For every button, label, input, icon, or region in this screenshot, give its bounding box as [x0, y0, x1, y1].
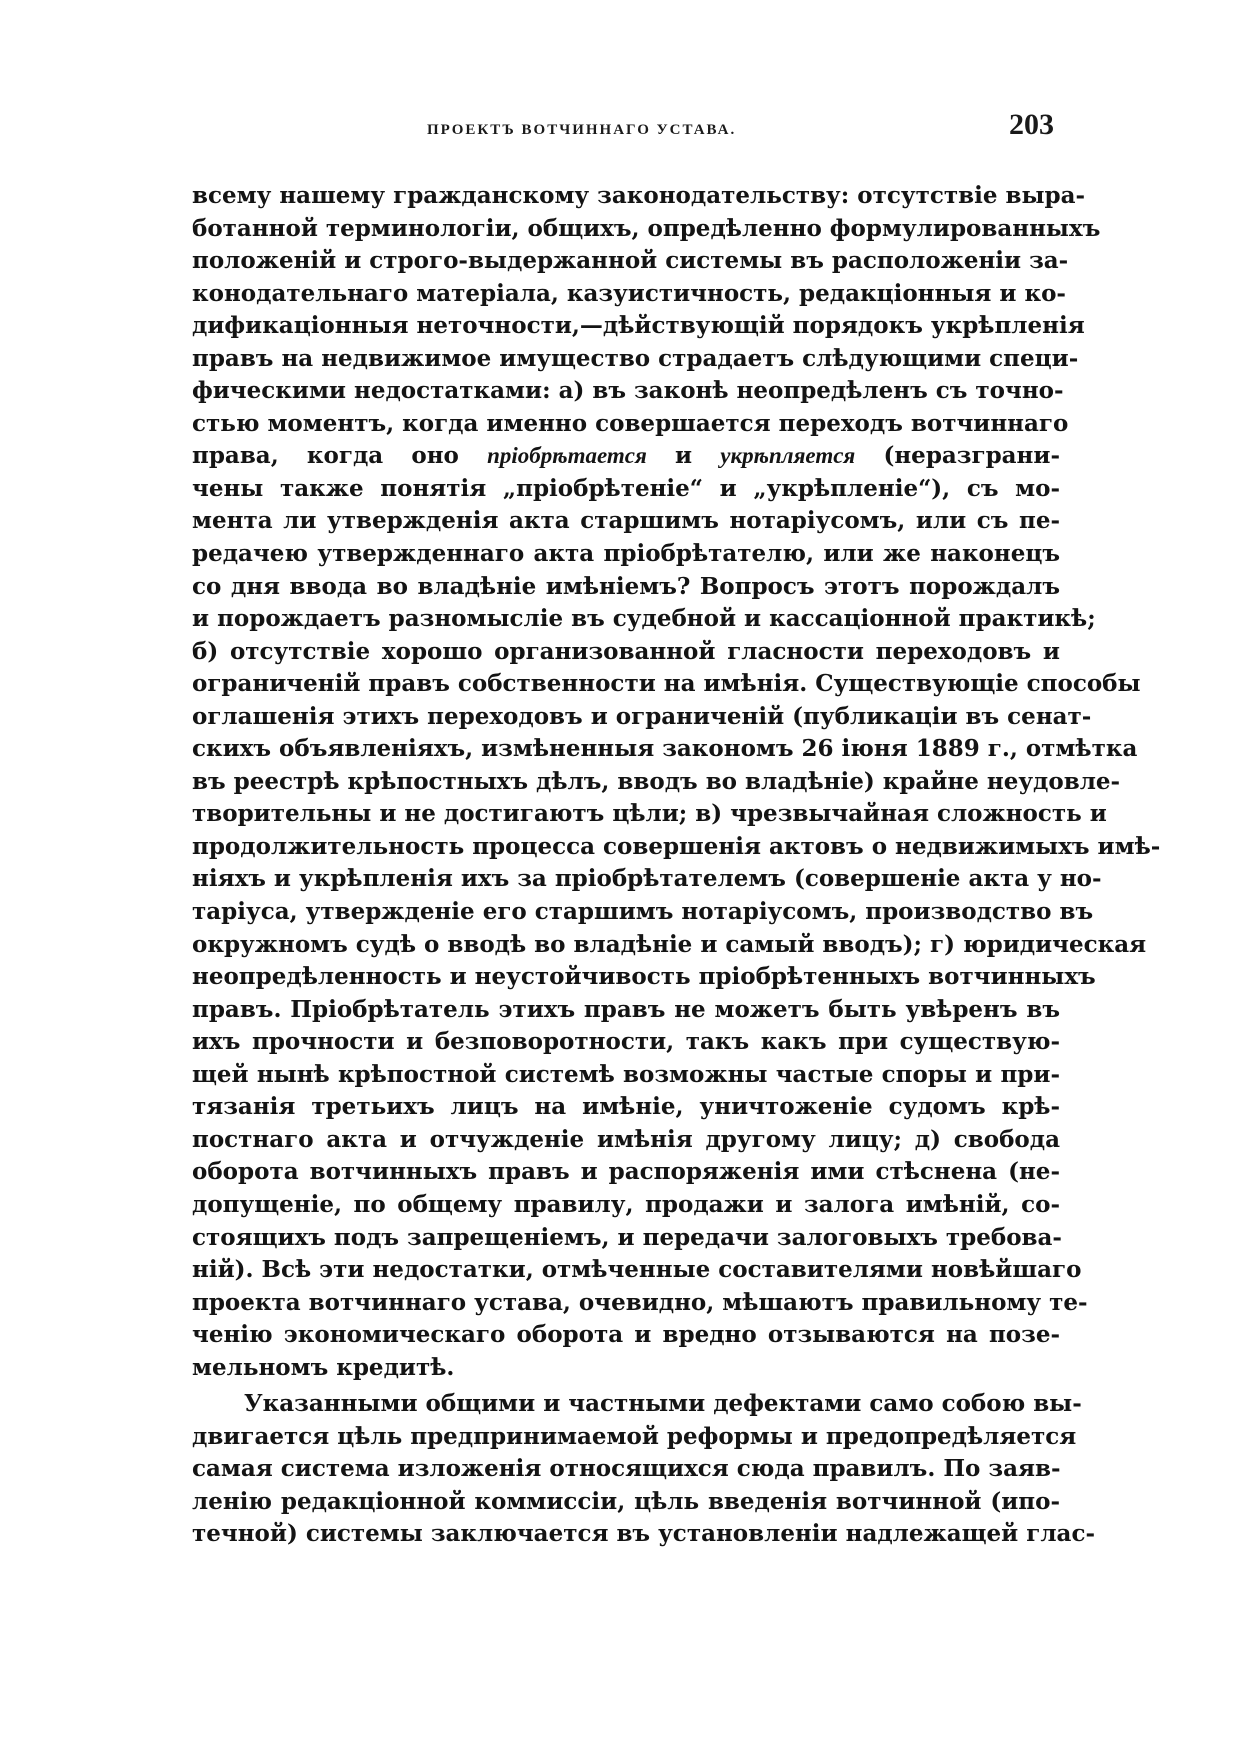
paragraph	[192, 180, 1161, 1384]
text-line: ній). Всѣ эти недостатки, отмѣченные составителями новѣйшаго	[192, 1256, 1082, 1284]
text-line: въ реестрѣ крѣпостныхъ дѣлъ, вводъ во владѣніе) крайне неудовле-	[192, 767, 1121, 795]
text-line: правъ. Пріобрѣтатель этихъ правъ не можетъ быть увѣренъ въ	[192, 995, 1060, 1023]
text-line: права, когда оно пріобрѣтается и укрѣпляется (неразграни-	[192, 442, 1060, 470]
text-line: Указанными общими и частными дефектами само собою вы-	[244, 1390, 1082, 1418]
italic-term: укрѣпляется	[720, 443, 856, 469]
text-line: ограниченій правъ собственности на имѣнія. Существующіе способы	[192, 670, 1141, 698]
text-line: и порождаетъ разномысліе въ судебной и кассаціонной практикѣ;	[192, 605, 1096, 633]
text-line: стоящихъ подъ запрещеніемъ, и передачи залоговыхъ требова-	[192, 1223, 1062, 1251]
text-line: проекта вотчиннаго устава, очевидно, мѣшаютъ правильному те-	[192, 1288, 1088, 1316]
text-line: мента ли утвержденія акта старшимъ нотаріусомъ, или съ пе-	[192, 507, 1060, 535]
text-line: оглашенія этихъ переходовъ и ограниченій (публикаціи въ сенат-	[192, 702, 1092, 730]
text-line: допущеніе, по общему правилу, продажи и залога имѣній, со-	[192, 1190, 1060, 1218]
text-line: неопредѣленность и неустойчивость пріобрѣтенныхъ вотчинныхъ	[192, 963, 1096, 991]
text-line: продолжительность процесса совершенія актовъ о недвижимыхъ имѣ-	[192, 832, 1161, 860]
running-title: ПРОЕКТЪ ВОТЧИННАГО УСТАВА.	[427, 122, 737, 138]
text-line: ботанной терминологіи, общихъ, опредѣленно формулированныхъ	[192, 214, 1101, 242]
text-line: ченію экономическаго оборота и вредно отзываются на позе-	[192, 1321, 1060, 1349]
text-line: дификаціонныя неточности,—дѣйствующій порядокъ укрѣпленія	[192, 312, 1085, 340]
text-line: конодательнаго матеріала, казуистичность, редакціонныя и ко-	[192, 279, 1066, 307]
paragraph	[192, 1388, 1096, 1551]
text-line: таріуса, утвержденіе его старшимъ нотаріусомъ, производство въ	[192, 898, 1094, 926]
text-line: со дня ввода во владѣніе имѣніемъ? Вопросъ этотъ порождалъ	[192, 572, 1060, 600]
text-line: правъ на недвижимое имущество страдаетъ слѣдующими специ-	[192, 344, 1079, 372]
text-line: самая система изложенія относящихся сюда правилъ. По заяв-	[192, 1455, 1061, 1483]
text-line: ніяхъ и укрѣпленія ихъ за пріобрѣтателемъ (совершеніе акта у но-	[192, 865, 1102, 893]
italic-term: пріобрѣтается	[487, 443, 647, 469]
text-line: стью моментъ, когда именно совершается переходъ вотчиннаго	[192, 409, 1069, 437]
text-line: течной) системы заключается въ установленіи надлежащей глас-	[192, 1520, 1096, 1548]
text-line: ленію редакціонной коммиссіи, цѣль введенія вотчинной (ипо-	[192, 1487, 1060, 1515]
text-line: окружномъ судѣ о вводѣ во владѣніе и самый вводъ); г) юридическая	[192, 930, 1147, 958]
body-text	[192, 180, 1161, 1551]
text-line: скихъ объявленіяхъ, измѣненныя закономъ 26 іюня 1889 г., отмѣтка	[192, 735, 1138, 763]
text-line: тязанія третьихъ лицъ на имѣніе, уничтоженіе судомъ крѣ-	[192, 1093, 1060, 1121]
text-line: оборота вотчинныхъ правъ и распоряженія ими стѣснена (не-	[192, 1158, 1060, 1186]
page-number: 203	[1009, 108, 1054, 141]
text-line: мельномъ кредитѣ.	[192, 1353, 455, 1381]
text-line: чены также понятія „пріобрѣтеніе“ и „укрѣпленіе“), съ мо-	[192, 474, 1060, 502]
text-line: положеній и строго-выдержанной системы въ расположеніи за-	[192, 247, 1069, 275]
text-line: двигается цѣль предпринимаемой реформы и предопредѣляется	[192, 1422, 1077, 1450]
text-line: ихъ прочности и безповоротности, такъ какъ при существую-	[192, 1028, 1060, 1056]
text-line: редачею утвержденнаго акта пріобрѣтателю, или же наконецъ	[192, 540, 1060, 568]
page-header	[192, 108, 1062, 148]
text-line: всему нашему гражданскому законодательству: отсутствіе выра-	[192, 182, 1086, 209]
text-line: постнаго акта и отчужденіе имѣнія другому лицу; д) свобода	[192, 1125, 1060, 1153]
text-line: фическими недостатками: а) въ законѣ неопредѣленъ съ точно-	[192, 377, 1064, 405]
text-line: щей нынѣ крѣпостной системѣ возможны частые споры и при-	[192, 1060, 1060, 1088]
text-line: б) отсутствіе хорошо организованной гласности переходовъ и	[192, 637, 1060, 665]
text-line: творительны и не достигаютъ цѣли; в) чрезвычайная сложность и	[192, 800, 1107, 828]
